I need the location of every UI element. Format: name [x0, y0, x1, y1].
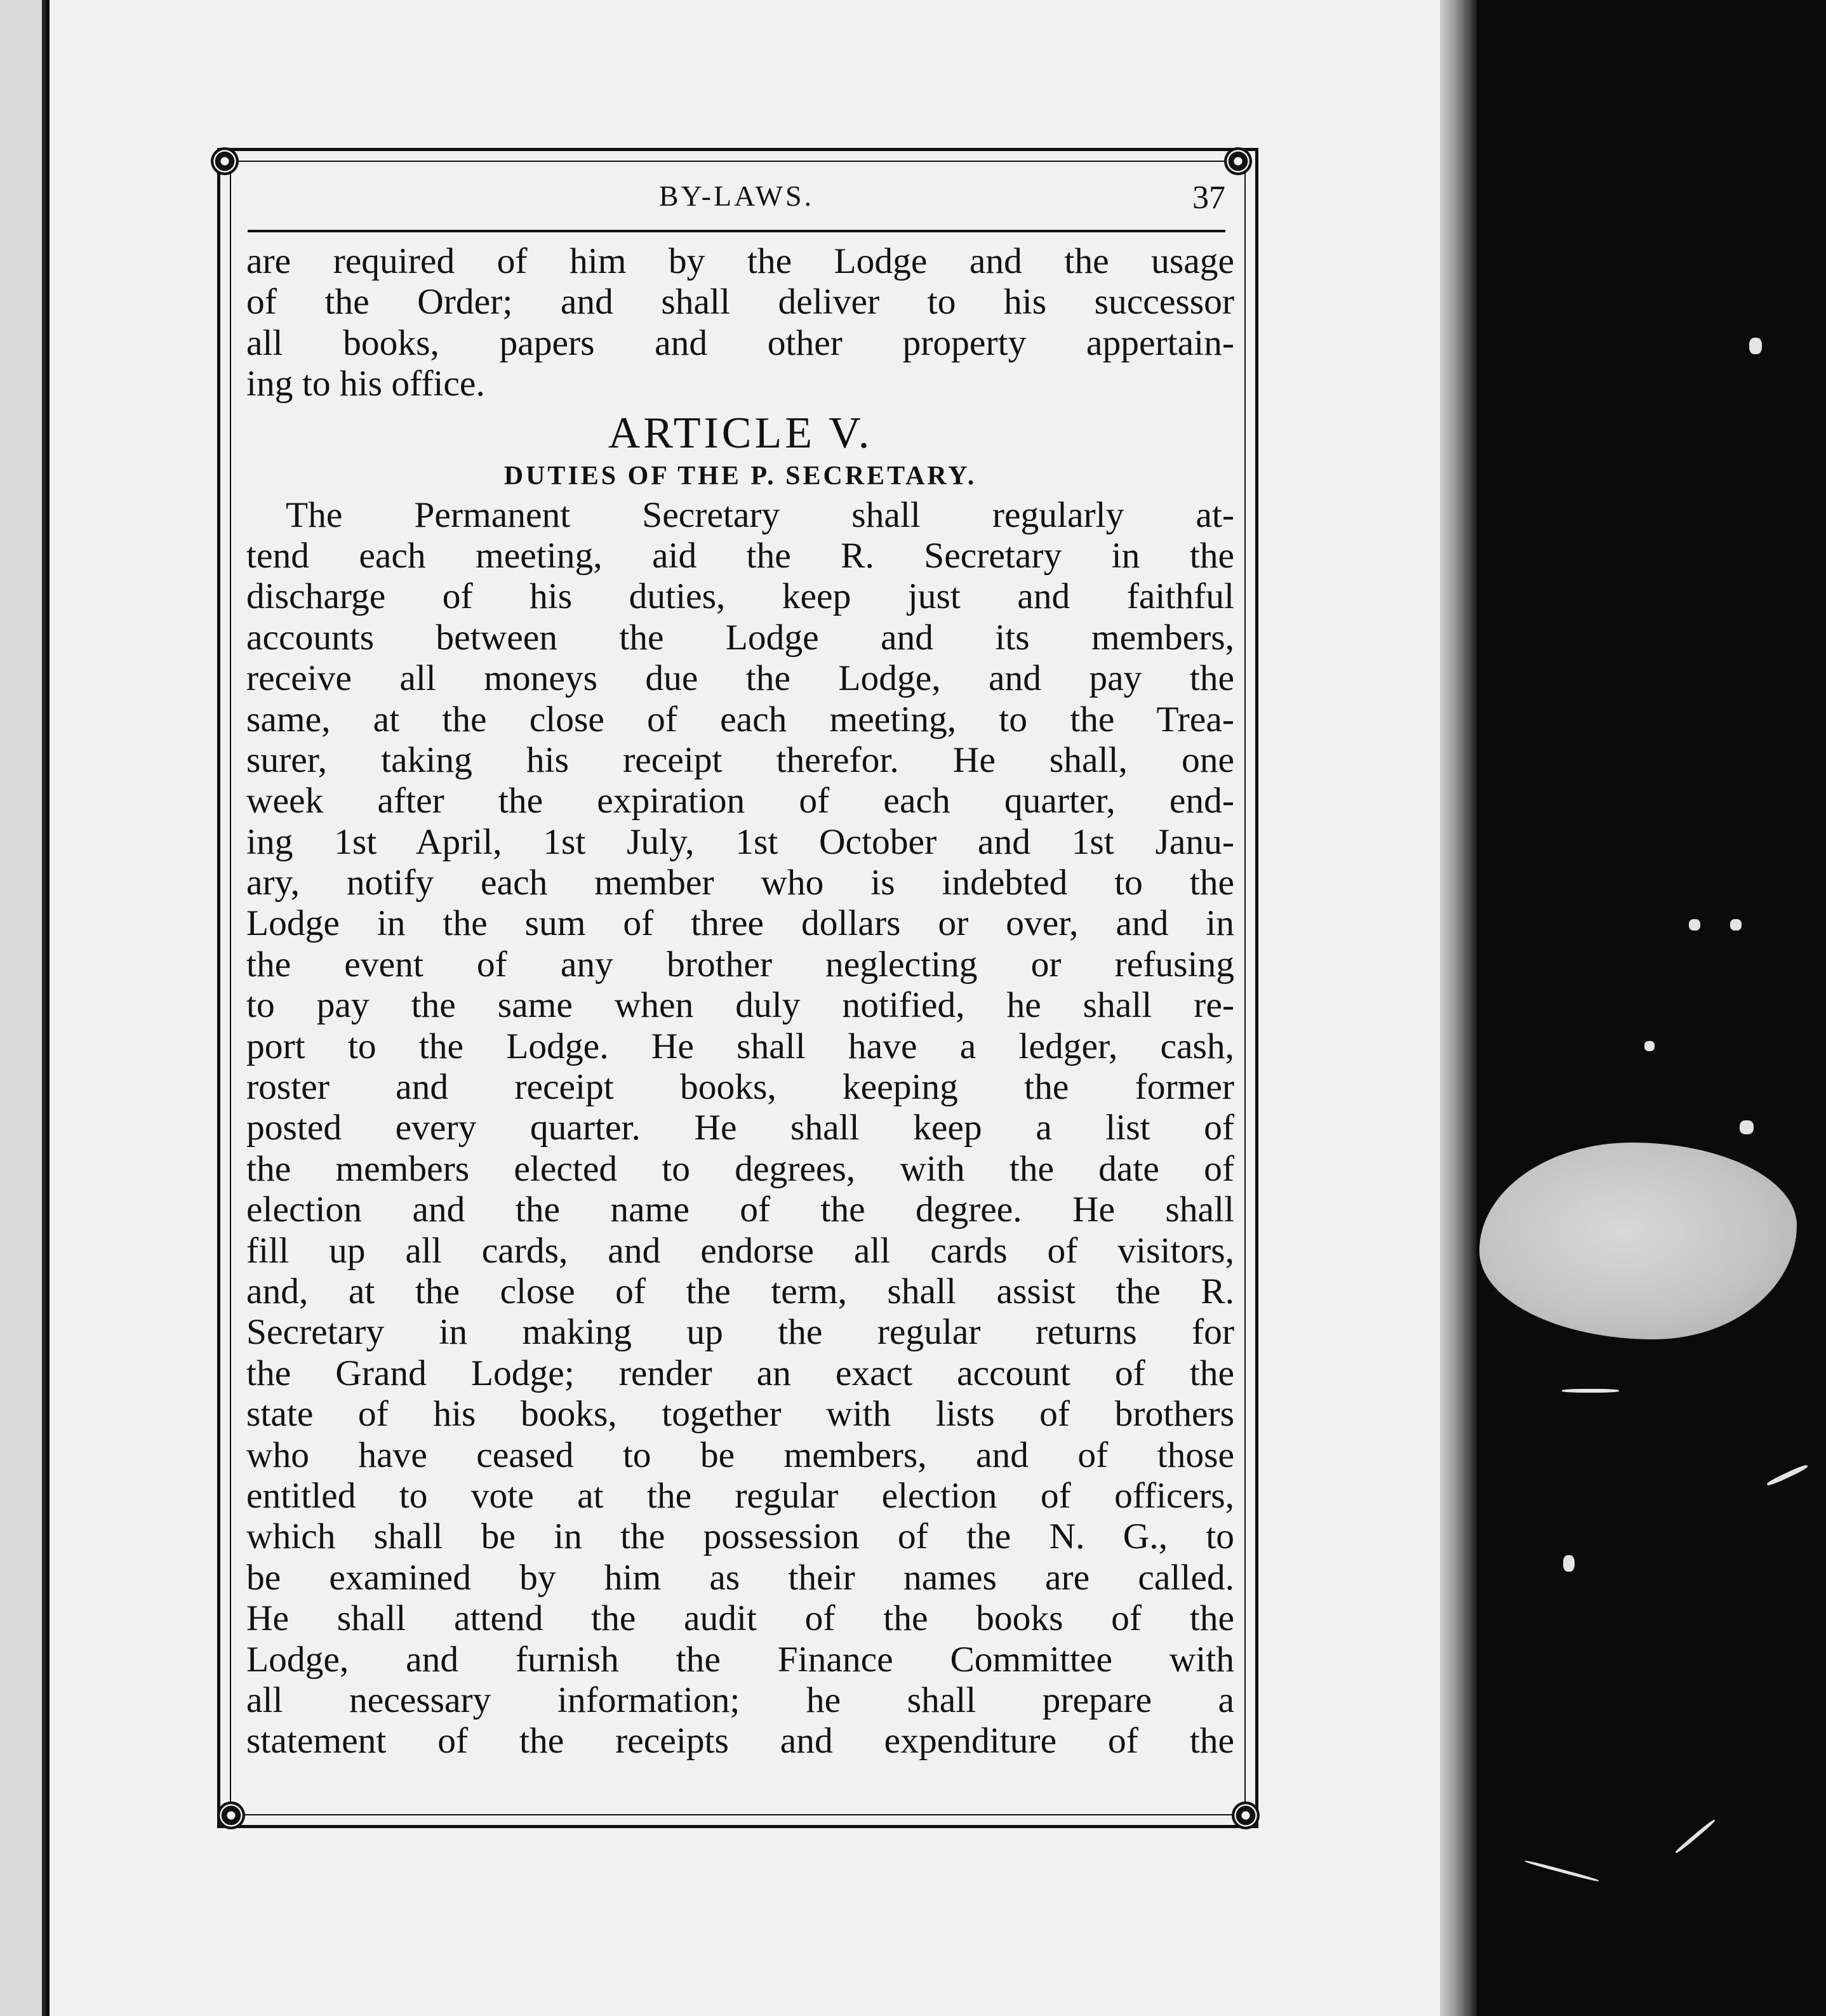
scan-speck: [1740, 1120, 1754, 1134]
text-line: week after the expiration of each quarter, end-: [246, 781, 1234, 821]
scan-speck: [1766, 1464, 1809, 1487]
text-line: surer, taking his receipt therefor. He shall, one: [246, 739, 1234, 780]
text-line: ing 1st April, 1st July, 1st October and 1st Janu-: [246, 821, 1234, 862]
corner-rosette-icon: [1232, 1801, 1260, 1829]
text-line: He shall attend the audit of the books of the: [246, 1598, 1234, 1639]
running-head-title: BY-LAWS.: [658, 180, 815, 212]
page-number: 37: [1192, 180, 1225, 216]
text-line: the Grand Lodge; render an exact account of the: [246, 1353, 1234, 1393]
scan-speck: [1562, 1389, 1619, 1393]
text-line: to pay the same when duly notified, he shall re-: [246, 985, 1234, 1026]
text-line: the members elected to degrees, with the date of: [246, 1148, 1234, 1189]
text-line: are required of him by the Lodge and the usage: [246, 241, 1234, 281]
text-line: be examined by him as their names are called.: [246, 1557, 1234, 1598]
scan-speck: [1644, 1041, 1655, 1051]
text-line: accounts between the Lodge and its members,: [246, 617, 1234, 658]
text-line: all books, papers and other property appertain-: [246, 322, 1234, 363]
text-line: election and the name of the degree. He shall: [246, 1190, 1234, 1230]
corner-rosette-icon: [1224, 147, 1252, 175]
article-subheading: DUTIES OF THE P. SECRETARY.: [503, 461, 977, 491]
text-line: and, at the close of the term, shall assist the R.: [246, 1271, 1234, 1311]
text-line: tend each meeting, aid the R. Secretary in the: [246, 535, 1234, 576]
scan-speck: [1524, 1860, 1599, 1883]
text-line: same, at the close of each meeting, to the Trea-: [246, 699, 1234, 739]
text-line: entitled to vote at the regular election of officers,: [246, 1475, 1234, 1516]
header-rule: [248, 230, 1225, 232]
text-line: Lodge in the sum of three dollars or over, and in: [246, 903, 1234, 944]
scan-speck: [1749, 338, 1762, 354]
page-fore-edge: [1440, 0, 1477, 2016]
article-heading: ARTICLE V.: [608, 408, 873, 458]
scan-speck: [1689, 919, 1700, 931]
text-line: roster and receipt books, keeping the former: [246, 1067, 1234, 1108]
text-line: Lodge, and furnish the Finance Committee with: [246, 1639, 1234, 1680]
text-line: ary, notify each member who is indebted to the: [246, 863, 1234, 903]
corner-rosette-icon: [211, 147, 239, 175]
text-line: who have ceased to be members, and of those: [246, 1435, 1234, 1475]
scan-artifact-blob: [1479, 1143, 1797, 1339]
text-line: port to the Lodge. He shall have a ledger, cash,: [246, 1026, 1234, 1066]
text-line: fill up all cards, and endorse all cards of visitors,: [246, 1230, 1234, 1271]
text-line: posted every quarter. He shall keep a list of: [246, 1108, 1234, 1148]
running-head: [248, 179, 1225, 217]
text-line: discharge of his duties, keep just and faithful: [246, 576, 1234, 617]
corner-rosette-icon: [217, 1801, 245, 1829]
text-line: statement of the receipts and expenditure of the: [246, 1721, 1234, 1761]
body-text: [246, 241, 1234, 1762]
scan-speck: [1730, 919, 1742, 931]
text-line: state of his books, together with lists of brothers: [246, 1394, 1234, 1435]
text-line: ing to his office.: [246, 364, 485, 404]
text-line: of the Order; and shall deliver to his successor: [246, 282, 1234, 322]
text-line: Secretary in making up the regular returns for: [246, 1312, 1234, 1353]
article-paragraph: [246, 495, 1234, 1762]
scan-speck: [1674, 1819, 1716, 1854]
text-line: receive all moneys due the Lodge, and pay the: [246, 658, 1234, 699]
scan-left-margin: [0, 0, 46, 2016]
scan-speck: [1563, 1555, 1575, 1572]
continued-paragraph: [246, 241, 1234, 405]
text-line: The Permanent Secretary shall regularly at-: [286, 494, 1234, 535]
text-line: the event of any brother neglecting or refusing: [246, 944, 1234, 985]
text-line: all necessary information; he shall prepare a: [246, 1680, 1234, 1720]
text-line: which shall be in the possession of the N. G., to: [246, 1516, 1234, 1557]
